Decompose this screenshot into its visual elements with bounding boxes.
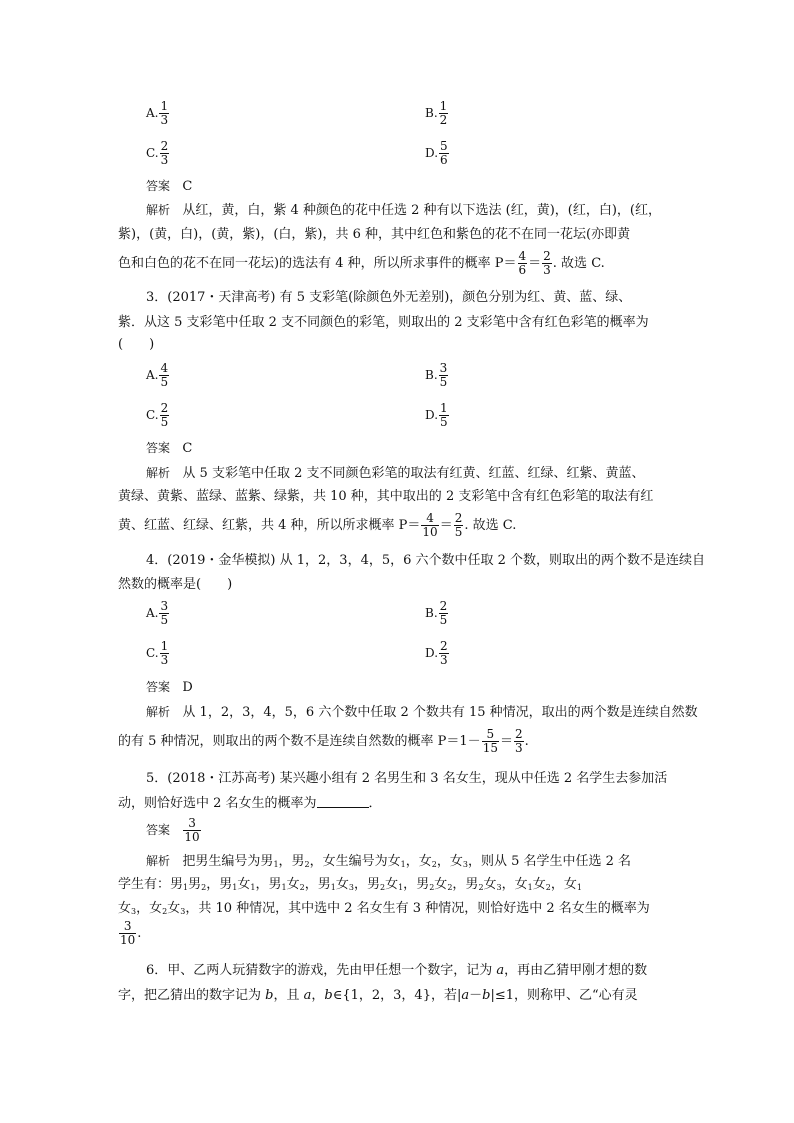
q5-answer: 答案 $\frac{3}{10}$ [146, 816, 200, 844]
q2-analysis-line1: 解析 从红，黄，白，紫 4 种颜色的花中任选 2 种有以下选法 (红，黄)，(红，白)，(红， [146, 203, 661, 218]
fraction: $\frac{3}{10}$ [184, 816, 200, 844]
fraction: $\frac{4}{5}$ [160, 361, 169, 389]
fraction: $\frac{2}{3}$ [440, 639, 448, 667]
q5-stem-line1: 5．(2018・江苏高考) 某兴趣小组有 2 名男生和 3 名女生，现从中任选 2 名学生去参加活 [146, 771, 668, 786]
fraction: $\frac{2}{3}$ [514, 727, 523, 755]
q2-option-d: D. $\frac{5}{6}$ [425, 139, 448, 167]
q3-stem-line2: 紫．从这 5 支彩笔中任取 2 支不同颜色的彩笔，则取出的 2 支彩笔中含有红色彩笔的概率为 [118, 315, 649, 330]
q3-stem-line1: 3．(2017・天津高考) 有 5 支彩笔(除颜色外无差别)，颜色分别为红、黄、蓝、绿、 [146, 290, 632, 305]
q4-answer: 答案 D [146, 680, 193, 695]
q5-analysis-line1: 解析 把男生编号为男$_1$，男$_2$，女生编号为女$_1$，女$_2$，女$_3$，则从 5 名学生中任选 2 名 [146, 854, 632, 869]
fraction: $\frac{3}{5}$ [160, 599, 169, 627]
q3-analysis-line2: 黄绿、黄紫、蓝绿、蓝紫、绿紫，共 10 种，其中取出的 2 支彩笔中含有红色彩笔的取法有红 [118, 489, 654, 504]
q4-analysis-line1: 解析 从 1，2，3，4，5，6 六个数中任取 2 个数共有 15 种情况，取出的两个数是连续自然数 [146, 705, 698, 720]
q3-option-b: B. $\frac{3}{5}$ [425, 361, 448, 389]
q4-option-b: B. $\frac{2}{5}$ [425, 599, 448, 627]
fraction: $\frac{2}{5}$ [160, 401, 169, 429]
q4-stem-line1: 4．(2019・金华模拟) 从 1，2，3，4，5，6 六个数中任取 2 个数，则取出的两个数不是连续自 [146, 553, 706, 568]
q2-option-b: B. $\frac{1}{2}$ [425, 99, 448, 127]
q4-option-a: A. $\frac{3}{5}$ [146, 599, 169, 627]
q2-answer: 答案 C [146, 179, 193, 194]
q2-analysis-line3: 色和白色的花不在同一花坛)的选法有 4 种，所以所求事件的概率 P＝ $\frac{4}{6}$ ＝ $\frac{2}{3}$ . 故选 C. [118, 249, 605, 277]
answer-blank [317, 795, 369, 808]
q6-stem-line1: 6．甲、乙两人玩猜数字的游戏，先由甲任想一个数字，记为 a，再由乙猜甲刚才想的数 [146, 963, 648, 978]
fraction: $\frac{1}{3}$ [160, 639, 169, 667]
fraction: $\frac{2}{3}$ [160, 139, 169, 167]
fraction: $\frac{2}{5}$ [439, 599, 448, 627]
q5-stem-line2: 动，则恰好选中 2 名女生的概率为 ． [118, 796, 382, 811]
fraction: $\frac{3}{5}$ [439, 361, 448, 389]
q3-answer: 答案 C [146, 441, 193, 456]
q2-analysis-line2: 紫)，(黄，白)，(黄，紫)，(白，紫)，共 6 种，其中红色和紫色的花不在同一花坛(亦即黄 [118, 227, 631, 242]
q3-stem-line3: ( ) [118, 337, 155, 352]
q4-option-c: C. $\frac{1}{3}$ [146, 639, 169, 667]
fraction: $\frac{3}{10}$ [120, 919, 136, 947]
q5-analysis-line4: $\frac{3}{10}$ . [120, 919, 142, 947]
q3-option-d: D. $\frac{1}{5}$ [425, 401, 448, 429]
fraction: $\frac{2}{3}$ [543, 249, 551, 277]
q2-option-a: A. $\frac{1}{3}$ [146, 99, 169, 127]
q2-option-c: C. $\frac{2}{3}$ [146, 139, 169, 167]
fraction: $\frac{5}{6}$ [440, 139, 448, 167]
q5-analysis-line2: 学生有：男$_1$男$_2$，男$_1$女$_1$，男$_1$女$_2$，男$_1$女$_3$，男$_2$女$_1$，男$_2$女$_2$，男$_2$女$_3$，女$_1$女$_2$，女$_1$ [118, 877, 582, 892]
fraction: $\frac{1}{5}$ [440, 401, 448, 429]
fraction: $\frac{4}{10}$ [422, 511, 438, 539]
q4-analysis-line2: 的有 5 种情况，则取出的两个数不是连续自然数的概率 P＝1－ $\frac{5}{15}$ ＝ $\frac{2}{3}$ . [118, 727, 529, 755]
fraction: $\frac{4}{6}$ [518, 249, 527, 277]
q6-stem-line2: 字，把乙猜出的数字记为 b，且 a，b∈{1，2，3，4}，若|a－b|≤1，则称甲、乙“心有灵 [118, 988, 638, 1003]
q5-analysis-line3: 女$_3$，女$_2$女$_3$，共 10 种情况，其中选中 2 名女生有 3 种情况，则恰好选中 2 名女生的概率为 [118, 901, 650, 916]
fraction: $\frac{2}{5}$ [454, 511, 463, 539]
fraction: $\frac{5}{15}$ [482, 727, 498, 755]
fraction: $\frac{1}{3}$ [160, 99, 169, 127]
q3-analysis-line1: 解析 从 5 支彩笔中任取 2 支不同颜色彩笔的取法有红黄、红蓝、红绿、红紫、黄蓝、 [146, 466, 645, 481]
q3-option-a: A. $\frac{4}{5}$ [146, 361, 169, 389]
q3-analysis-line3: 黄、红蓝、红绿、红紫，共 4 种，所以所求概率 P＝ $\frac{4}{10}$ ＝ $\frac{2}{5}$ . 故选 C. [118, 511, 517, 539]
q4-stem-line2: 然数的概率是( ) [118, 577, 233, 592]
q4-option-d: D. $\frac{2}{3}$ [425, 639, 448, 667]
fraction: $\frac{1}{2}$ [439, 99, 448, 127]
q3-option-c: C. $\frac{2}{5}$ [146, 401, 169, 429]
